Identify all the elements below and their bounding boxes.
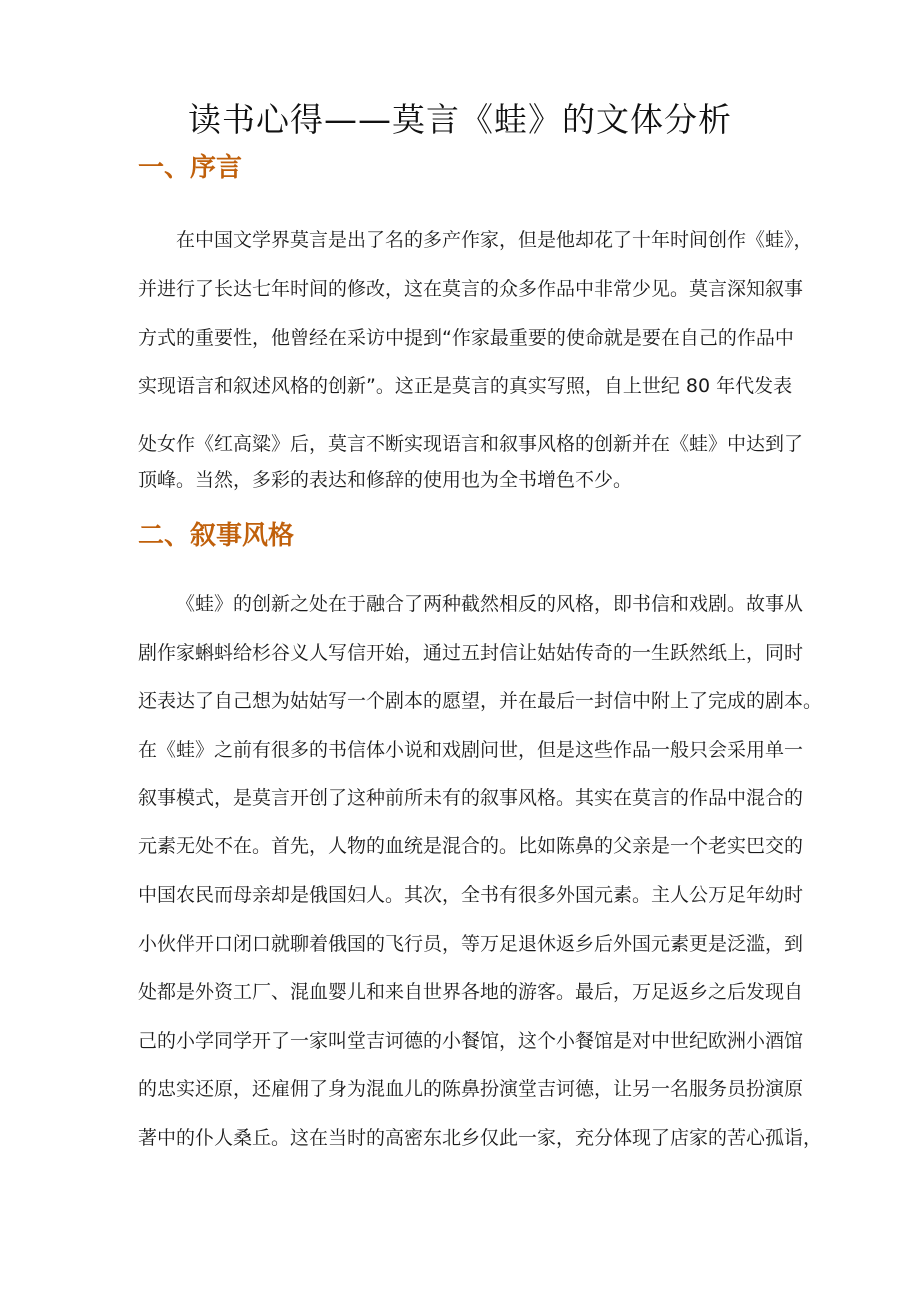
paragraph-line: 还表达了自己想为姑姑写一个剧本的愿望，并在最后一封信中附上了完成的剧本。 xyxy=(138,690,823,712)
paragraph-line: 实现语言和叙述风格的创新”。这正是莫言的真实写照，自上世纪 80 年代发表 xyxy=(138,375,793,397)
document-title: 读书心得——莫言《蛙》的文体分析 xyxy=(188,100,732,139)
paragraph-line: 小伙伴开口闭口就聊着俄国的飞行员，等万足退休返乡后外国元素更是泛滥，到 xyxy=(138,933,804,955)
paragraph-line: 在中国文学界莫言是出了名的多产作家，但是他却花了十年时间创作《蛙》， xyxy=(176,229,813,251)
paragraph-line: 叙事模式，是莫言开创了这种前所未有的叙事风格。其实在莫言的作品中混合的 xyxy=(138,787,804,809)
paragraph-line: 方式的重要性，他曾经在采访中提到“作家最重要的使命就是要在自己的作品中 xyxy=(138,327,794,349)
paragraph-line: 元素无处不在。首先，人物的血统是混合的。比如陈鼻的父亲是一个老实巴交的 xyxy=(138,835,804,857)
paragraph-line: 著中的仆人桑丘。这在当时的高密东北乡仅此一家，充分体现了店家的苦心孤诣， xyxy=(138,1127,823,1149)
paragraph-line: 处女作《红高粱》后，莫言不断实现语言和叙事风格的创新并在《蛙》中达到了 xyxy=(138,433,804,455)
paragraph-line: 剧作家蝌蚪给杉谷义人写信开始，通过五封信让姑姑传奇的一生跃然纸上，同时 xyxy=(138,642,804,664)
paragraph-line: 中国农民而母亲却是俄国妇人。其次，全书有很多外国元素。主人公万足年幼时 xyxy=(138,884,804,906)
section-heading-preface: 一、序言 xyxy=(138,153,243,183)
paragraph-line: 在《蛙》之前有很多的书信体小说和戏剧问世，但是这些作品一般只会采用单一 xyxy=(138,739,804,761)
section-heading-narrative-style: 二、叙事风格 xyxy=(138,521,295,551)
paragraph-line: 处都是外资工厂、混血婴儿和来自世界各地的游客。最后，万足返乡之后发现自 xyxy=(138,981,804,1003)
paragraph-line: 并进行了长达七年时间的修改，这在莫言的众多作品中非常少见。莫言深知叙事 xyxy=(138,278,804,300)
paragraph-line: 己的小学同学开了一家叫堂吉诃德的小餐馆，这个小餐馆是对中世纪欧洲小酒馆 xyxy=(138,1030,804,1052)
paragraph-line: 《蛙》的创新之处在于融合了两种截然相反的风格，即书信和戏剧。故事从 xyxy=(176,593,804,615)
paragraph-line: 的忠实还原，还雇佣了身为混血儿的陈鼻扮演堂吉诃德，让另一名服务员扮演原 xyxy=(138,1078,804,1100)
paragraph-line: 顶峰。当然，多彩的表达和修辞的使用也为全书增色不少。 xyxy=(138,469,633,491)
